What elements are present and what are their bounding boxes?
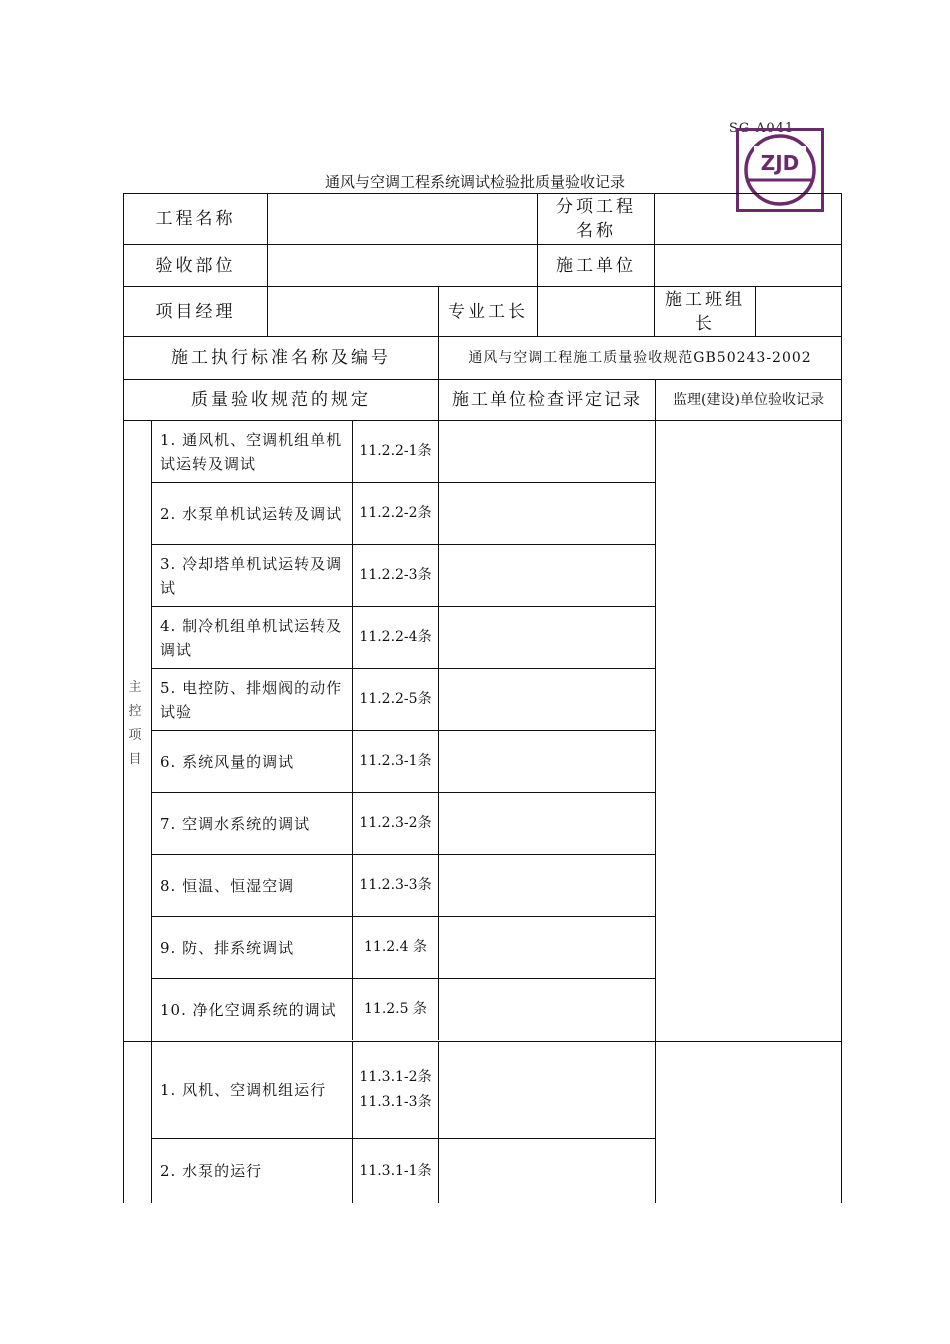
main-item-item: 7. 空调水系统的调试 [160, 814, 311, 833]
main-item-clause: 11.2.3-1条 [352, 731, 438, 792]
inspection-part-field[interactable] [267, 245, 537, 286]
row-standard [124, 337, 841, 380]
general-item-clause: 11.3.1-1条 [352, 1139, 438, 1203]
contractor-field[interactable] [654, 245, 841, 286]
main-item-clause: 11.2.3-2条 [352, 793, 438, 854]
team-leader-field[interactable] [755, 287, 841, 336]
main-item-clause: 11.2.2-3条 [352, 545, 438, 606]
spec-column-header: 质量验收规范的规定 [191, 390, 371, 410]
project-name-label: 工程名称 [155, 209, 236, 229]
inspection-part-label: 验收部位 [155, 255, 236, 276]
row-personnel [124, 287, 841, 337]
main-item-clause: 11.2.3-3条 [352, 855, 438, 916]
main-item-item: 6. 系统风量的调试 [160, 752, 295, 771]
main-item-row [152, 917, 655, 979]
main-item-row [152, 421, 655, 483]
project-name-field[interactable] [267, 194, 537, 244]
main-control-group [124, 421, 152, 1041]
supervisor-check-header: 监理(建设)单位验收记录 [655, 380, 841, 420]
main-item-clause: 11.2.2-2条 [352, 483, 438, 544]
project-manager-field[interactable] [267, 287, 438, 336]
subproject-label: 分项工程名称 [537, 194, 654, 244]
subproject-field[interactable] [654, 194, 841, 244]
record-form [123, 193, 842, 1203]
main-item-contractor-record[interactable] [438, 855, 655, 916]
general-item-row [152, 1139, 655, 1203]
standard-value: 通风与空调工程施工质量验收规范GB50243-2002 [438, 337, 841, 379]
main-item-clause: 11.2.2-4条 [352, 607, 438, 668]
main-item-row [152, 793, 655, 855]
general-item-contractor-record[interactable] [438, 1042, 655, 1138]
main-item-item: 1. 通风机、空调机组单机试运转及调试 [160, 430, 343, 473]
main-item-clause: 11.2.2-1条 [352, 421, 438, 482]
main-item-contractor-record[interactable] [438, 793, 655, 854]
main-supervisor-column [655, 421, 656, 1041]
main-item-item: 8. 恒温、恒湿空调 [160, 876, 295, 895]
main-item-contractor-record[interactable] [438, 607, 655, 668]
general-item-clause: 11.3.1-2条 11.3.1-3条 [352, 1042, 438, 1138]
main-item-contractor-record[interactable] [438, 731, 655, 792]
main-item-item: 10. 净化空调系统的调试 [160, 1000, 337, 1019]
main-item-contractor-record[interactable] [438, 545, 655, 606]
document-title: 通风与空调工程系统调试检验批质量验收记录 [324, 173, 625, 191]
row-inspection-part [124, 245, 841, 287]
contractor-label: 施工单位 [537, 245, 654, 286]
general-item-row [152, 1042, 655, 1139]
general-group [124, 1042, 152, 1203]
main-item-row [152, 545, 655, 607]
document-code: SG-A041 [729, 121, 795, 136]
main-item-row [152, 731, 655, 793]
main-item-row [152, 483, 655, 545]
main-item-contractor-record[interactable] [438, 979, 655, 1040]
standard-label: 施工执行标准名称及编号 [171, 348, 391, 368]
foreman-field[interactable] [537, 287, 654, 336]
foreman-label: 专业工长 [438, 287, 537, 336]
logo-text: ZJD [760, 151, 800, 175]
general-item-contractor-record[interactable] [438, 1139, 655, 1203]
main-item-item: 5. 电控防、排烟阀的动作试验 [160, 678, 343, 721]
main-item-clause: 11.2.5 条 [352, 979, 438, 1040]
main-item-item: 9. 防、排系统调试 [160, 938, 295, 957]
main-item-contractor-record[interactable] [438, 917, 655, 978]
main-item-contractor-record[interactable] [438, 669, 655, 730]
main-item-row [152, 607, 655, 669]
main-control-group-label: 主控项目 [128, 680, 142, 767]
main-item-contractor-record[interactable] [438, 483, 655, 544]
general-item-item: 1. 风机、空调机组运行 [160, 1081, 327, 1099]
main-item-clause: 11.2.2-5条 [352, 669, 438, 730]
row-column-headers [124, 380, 841, 421]
main-item-row [152, 979, 655, 1040]
contractor-check-header: 施工单位检查评定记录 [438, 380, 655, 420]
main-item-item: 4. 制冷机组单机试运转及调试 [160, 616, 343, 659]
main-item-item: 3. 冷却塔单机试运转及调试 [160, 554, 343, 597]
main-item-item: 2. 水泵单机试运转及调试 [160, 504, 343, 523]
main-item-row [152, 855, 655, 917]
team-leader-label: 施工班组长 [654, 287, 755, 336]
main-item-clause: 11.2.4 条 [352, 917, 438, 978]
main-item-row [152, 669, 655, 731]
general-item-item: 2. 水泵的运行 [160, 1162, 263, 1180]
project-manager-label: 项目经理 [155, 301, 236, 322]
general-supervisor-column [655, 1042, 656, 1203]
main-item-contractor-record[interactable] [438, 421, 655, 482]
row-project-name [124, 194, 841, 245]
